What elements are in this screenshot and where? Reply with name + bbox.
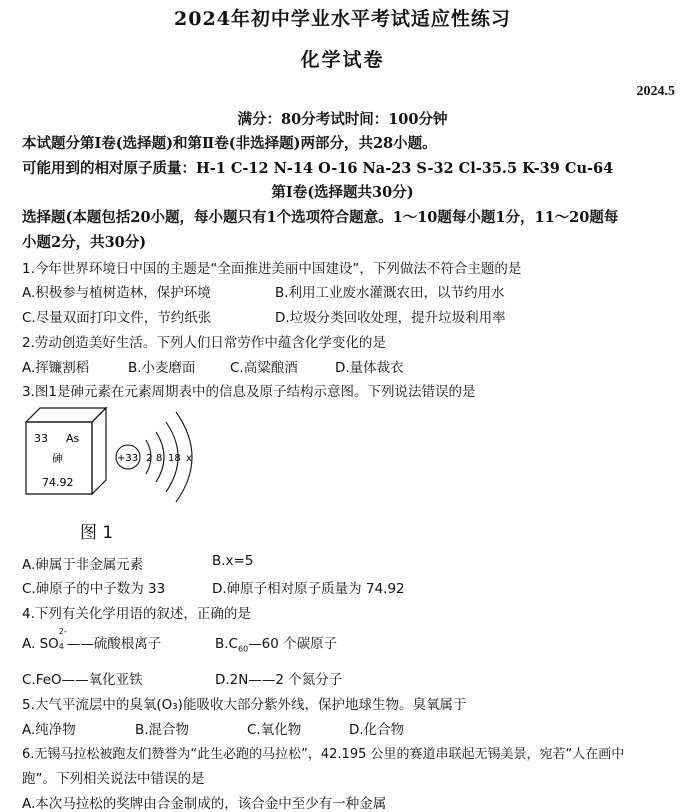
score-time: 满分：80分考试时间：100分钟 [237, 111, 448, 128]
nucleus-charge: +33 [117, 453, 139, 464]
q5-option-c: C.氧化物 [247, 722, 302, 738]
q4-option-d: D.2N——2 个氮分子 [215, 672, 343, 688]
q1-option-a: A.积极参与植树造林，保护环境 [22, 285, 211, 301]
shell-electrons-4: x [186, 453, 192, 464]
shell-electrons-3: 18 [168, 453, 181, 464]
q2-option-b: B.小麦磨面 [128, 360, 196, 376]
q3-option-a: A.砷属于非金属元素 [22, 557, 144, 573]
section-title: 第Ⅰ卷(选择题共30分) [271, 184, 414, 201]
atomic-masses: 可能用到的相对原子质量：H-1 C-12 N-14 O-16 Na-23 S-32 Cl-35.5 K-39 Cu-64 [22, 160, 614, 177]
q6-stem-1: 6.无锡马拉松被跑友们赞誉为“此生必跑的马拉松”，42.195 公里的赛道串联起无锡美景，宛若“人在画中 [22, 747, 625, 762]
q4-stem: 4.下列有关化学用语的叙述，正确的是 [22, 606, 251, 622]
figure-caption: 图 1 [80, 523, 114, 543]
q4-option-a [22, 627, 162, 652]
sulfate-formula: SO [39, 636, 59, 652]
q4-option-c: C.FeO——氧化亚铁 [22, 672, 143, 688]
q4-b-text: —60 个碳原子 [248, 636, 338, 652]
section-instruction-1: 选择题(本题包括20小题，每小题只有1个选项符合题意。1～10题每小题1分，11～20题每 [22, 209, 619, 226]
q2-stem: 2.劳动创造美好生活。下列人们日常劳作中蕴含化学变化的是 [22, 335, 386, 351]
shell-electrons-1: 2 [146, 453, 153, 464]
c60-subscript: 60 [237, 644, 249, 654]
sulfate-subscript: 4 [58, 642, 64, 651]
q4-a-text: ——硫酸根离子 [66, 636, 162, 652]
subject-title: 化学试卷 [300, 49, 385, 71]
sulfate-charge: 2- [58, 627, 67, 636]
q2-option-c: C.高粱酿酒 [230, 360, 298, 376]
q4-a-prefix: A. [22, 636, 40, 652]
paper-structure: 本试题分第Ⅰ卷(选择题)和第Ⅱ卷(非选择题)两部分，共28小题。 [22, 135, 437, 152]
q6-stem-2: 跑”。下列相关说法中错误的是 [22, 771, 205, 787]
q3-stem: 3.图1是砷元素在元素周期表中的信息及原子结构示意图。下列说法错误的是 [22, 384, 476, 400]
arsenic-figure [22, 402, 222, 512]
element-symbol: As [66, 432, 80, 445]
q1-option-d: D.垃圾分类回收处理，提升垃圾利用率 [275, 310, 506, 326]
q1-option-b: B.利用工业废水灌溉农田，以节约用水 [275, 285, 505, 301]
q5-option-d: D.化合物 [349, 722, 405, 738]
exam-title: 2024年初中学业水平考试适应性练习 [174, 8, 511, 30]
atomic-number: 33 [34, 432, 48, 445]
section-instruction-2: 小题2分，共30分) [22, 234, 147, 251]
q2-option-a: A.挥镰割稻 [22, 360, 90, 376]
exam-date: 2024.5 [636, 84, 675, 99]
q3-option-d: D.砷原子相对原子质量为 74.92 [212, 581, 405, 597]
q1-option-c: C.尽量双面打印文件，节约纸张 [22, 310, 212, 326]
q1-stem: 1.今年世界环境日中国的主题是“全面推进美丽中国建设”，下列做法不符合主题的是 [22, 261, 522, 277]
q3-option-c: C.砷原子的中子数为 33 [22, 581, 166, 597]
q2-option-d: D.量体裁衣 [335, 360, 404, 376]
q4-b-prefix: B.C [215, 636, 238, 652]
q4-option-b [215, 632, 337, 654]
q5-option-a: A.纯净物 [22, 722, 76, 738]
shell-electrons-2: 8 [156, 453, 163, 464]
q3-option-b: B.x=5 [212, 553, 254, 569]
q6-option-a: A.本次马拉松的奖牌由合金制成的，该合金中至少有一种金属 [22, 796, 387, 812]
q5-stem: 5.大气平流层中的臭氧(O₃)能吸收大部分紫外线，保护地球生物。臭氧属于 [22, 697, 467, 713]
element-name: 砷 [52, 452, 63, 465]
atomic-mass: 74.92 [42, 476, 74, 489]
q5-option-b: B.混合物 [135, 722, 190, 738]
